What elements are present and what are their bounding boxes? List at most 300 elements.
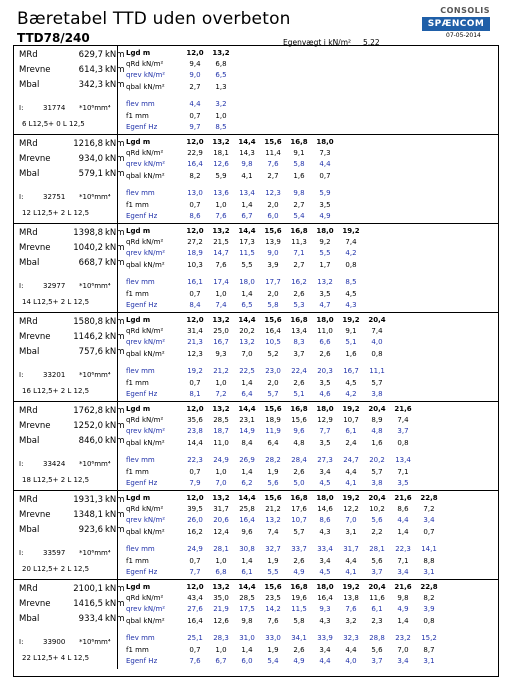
cell-qrev: 5,5 [319, 249, 331, 257]
cell-qrev: 9,0 [267, 249, 279, 257]
cell-lgd: 19,2 [342, 405, 360, 413]
row-egenf [122, 657, 502, 667]
cell-f1: 1,4 [241, 201, 253, 209]
cell-lgd: 14,4 [238, 583, 256, 591]
prop-label: MRd [19, 584, 38, 594]
cell-f1: 1,0 [215, 290, 227, 298]
row-label: qbal kN/m² [126, 617, 165, 625]
row-f1 [122, 201, 502, 211]
cell-flev: 33,0 [265, 634, 281, 642]
cell-lgd: 12,0 [186, 405, 204, 413]
cell-lgd: 12,0 [186, 49, 204, 57]
cell-lgd: 21,6 [394, 494, 412, 502]
cell-qrev: 7,1 [293, 249, 305, 257]
cell-qrev: 7,7 [319, 427, 331, 435]
cell-qrev: 3,9 [423, 605, 435, 613]
cell-lgd: 14,4 [238, 316, 256, 324]
row-label: Lgd m [126, 405, 151, 413]
row-f1 [122, 112, 502, 122]
cell-flev: 9,8 [293, 189, 305, 197]
cell-lgd: 20,4 [368, 583, 386, 591]
prop-unit: kNm [105, 80, 125, 90]
cell-f1: 0,7 [189, 112, 201, 120]
prop-unit: kNm [105, 584, 125, 594]
row-label: f1 mm [126, 646, 149, 654]
row-label: qrev kN/m² [126, 71, 166, 79]
cell-egenf: 6,8 [215, 568, 227, 576]
cell-qrd: 12,2 [343, 505, 359, 513]
cell-flev: 31,7 [343, 545, 359, 553]
section-values [118, 46, 498, 134]
cell-egenf: 3,4 [397, 657, 409, 665]
cell-qbal: 9,8 [241, 617, 253, 625]
cell-flev: 28,3 [213, 634, 229, 642]
inertia-label: I: [19, 104, 24, 112]
cell-flev: 22,3 [395, 545, 411, 553]
cell-qbal: 4,3 [319, 617, 331, 625]
inertia-unit: *10⁶mm⁴ [79, 549, 111, 557]
cell-qbal: 1,7 [319, 261, 331, 269]
cell-qbal: 0,8 [371, 350, 383, 358]
cell-qbal: 16,2 [187, 528, 203, 536]
cell-f1: 1,0 [215, 201, 227, 209]
cell-egenf: 3,7 [371, 568, 383, 576]
row-label: qrev kN/m² [126, 605, 166, 613]
page-subtitle: TTD78/240 [17, 31, 90, 45]
row-lgd [122, 49, 502, 59]
cell-egenf: 4,1 [345, 479, 357, 487]
prop-unit: kNm [105, 599, 125, 609]
prop-value: 923,6 [78, 525, 103, 535]
cell-qbal: 0,8 [397, 439, 409, 447]
cell-qbal: 0,8 [423, 617, 435, 625]
cell-egenf: 7,4 [215, 301, 227, 309]
row-egenf [122, 301, 502, 311]
cell-qrd: 27,2 [187, 238, 203, 246]
cell-flev: 8,5 [345, 278, 357, 286]
cell-qbal: 7,0 [241, 350, 253, 358]
cell-flev: 13,4 [239, 189, 255, 197]
cell-qrev: 23,8 [187, 427, 203, 435]
prop-value: 1348,1 [73, 510, 103, 520]
cell-egenf: 6,7 [241, 212, 253, 220]
prop-label: Mrevne [19, 332, 51, 342]
cell-qrd: 35,6 [187, 416, 203, 424]
cell-f1: 2,0 [267, 201, 279, 209]
cell-f1: 1,4 [241, 290, 253, 298]
cell-egenf: 4,7 [319, 301, 331, 309]
cell-qrev: 26,0 [187, 516, 203, 524]
cell-qrd: 23,1 [239, 416, 255, 424]
cell-qrev: 7,0 [345, 516, 357, 524]
cell-flev: 32,7 [265, 545, 281, 553]
cell-lgd: 16,8 [290, 583, 308, 591]
cell-qrev: 8,3 [293, 338, 305, 346]
cell-lgd: 12,0 [186, 494, 204, 502]
prop-unit: kNm [105, 317, 125, 327]
cell-flev: 30,8 [239, 545, 255, 553]
cell-qrev: 18,7 [213, 427, 229, 435]
row-qrd [122, 327, 502, 337]
cell-egenf: 3,7 [371, 657, 383, 665]
cell-egenf: 7,6 [215, 212, 227, 220]
section-properties [14, 135, 125, 223]
cell-qrev: 21,3 [187, 338, 203, 346]
cell-qbal: 1,6 [293, 172, 305, 180]
cell-qrd: 7,4 [397, 416, 409, 424]
cell-f1: 8,8 [423, 557, 435, 565]
cell-egenf: 5,4 [267, 657, 279, 665]
cell-lgd: 13,2 [212, 583, 230, 591]
cell-lgd: 14,4 [238, 138, 256, 146]
cell-egenf: 6,5 [241, 301, 253, 309]
cell-lgd: 13,2 [212, 316, 230, 324]
row-egenf [122, 123, 502, 133]
cell-qbal: 2,2 [371, 528, 383, 536]
cell-flev: 31,0 [239, 634, 255, 642]
cell-lgd: 19,2 [342, 227, 360, 235]
row-qrd [122, 416, 502, 426]
prop-value: 614,3 [78, 65, 103, 75]
prop-unit: kNm [105, 347, 125, 357]
cell-qbal: 7,6 [215, 261, 227, 269]
cell-qrd: 18,9 [265, 416, 281, 424]
page-title: Bæretabel TTD uden overbeton [17, 9, 291, 29]
cell-f1: 7,1 [397, 468, 409, 476]
row-label: Egenf Hz [126, 123, 158, 131]
prop-label: MRd [19, 228, 38, 238]
row-flev [122, 634, 502, 644]
prop-value: 934,0 [78, 154, 103, 164]
cell-lgd: 14,4 [238, 494, 256, 502]
cell-f1: 7,1 [397, 557, 409, 565]
cell-qrd: 35,0 [213, 594, 229, 602]
cell-f1: 1,9 [267, 646, 279, 654]
cell-qrd: 23,5 [265, 594, 281, 602]
reinforcement: 20 L12,5+ 2 L 12,5 [22, 565, 90, 573]
prop-unit: kNm [105, 495, 125, 505]
cell-qbal: 4,1 [241, 172, 253, 180]
row-flev [122, 367, 502, 377]
prop-value: 757,6 [78, 347, 103, 357]
cell-egenf: 8,5 [215, 123, 227, 131]
cell-qrev: 9,6 [293, 427, 305, 435]
cell-egenf: 3,1 [423, 568, 435, 576]
reinforcement: 22 L12,5+ 4 L 12,5 [22, 654, 90, 662]
prop-unit: kNm [105, 65, 125, 75]
inertia-value: 33597 [43, 549, 66, 557]
cell-qbal: 14,4 [187, 439, 203, 447]
prop-value: 2100,1 [73, 584, 103, 594]
cell-egenf: 4,4 [319, 657, 331, 665]
inertia-value: 33424 [43, 460, 66, 468]
cell-qrd: 6,8 [215, 60, 227, 68]
row-flev [122, 100, 502, 110]
company-logo [422, 6, 490, 31]
row-label: qrev kN/m² [126, 516, 166, 524]
cell-qrev: 7,6 [267, 160, 279, 168]
row-flev [122, 545, 502, 555]
cell-egenf: 5,7 [267, 390, 279, 398]
cell-qrev: 5,1 [345, 338, 357, 346]
cell-qbal: 0,7 [319, 172, 331, 180]
cell-f1: 1,0 [215, 112, 227, 120]
prop-unit: kNm [105, 169, 125, 179]
cell-lgd: 19,2 [342, 316, 360, 324]
inertia [19, 371, 111, 379]
cell-flev: 12,3 [265, 189, 281, 197]
cell-egenf: 4,3 [345, 301, 357, 309]
cell-qrev: 11,5 [239, 249, 255, 257]
row-label: f1 mm [126, 290, 149, 298]
cell-qrev: 27,6 [187, 605, 203, 613]
cell-qbal: 0,8 [345, 261, 357, 269]
row-label: qRd kN/m² [126, 60, 164, 68]
row-label: flev mm [126, 456, 155, 464]
cell-egenf: 6,2 [241, 479, 253, 487]
prop-label: Mbal [19, 525, 40, 535]
cell-flev: 34,1 [291, 634, 307, 642]
document-date: 07-05-2014 [446, 32, 481, 39]
cell-qrev: 4,2 [345, 249, 357, 257]
cell-qrev: 4,9 [397, 605, 409, 613]
cell-qrd: 8,6 [397, 505, 409, 513]
section-values [118, 224, 498, 312]
cell-flev: 14,1 [421, 545, 437, 553]
cell-qbal: 12,6 [213, 617, 229, 625]
cell-egenf: 8,6 [189, 212, 201, 220]
section-properties [14, 313, 125, 401]
cell-qrev: 9,0 [189, 71, 201, 79]
cell-egenf: 3,4 [397, 568, 409, 576]
cell-egenf: 4,9 [293, 657, 305, 665]
prop-value: 1931,3 [73, 495, 103, 505]
cell-flev: 22,5 [239, 367, 255, 375]
cell-flev: 13,0 [187, 189, 203, 197]
cell-flev: 28,1 [369, 545, 385, 553]
prop-value: 1398,8 [73, 228, 103, 238]
cell-flev: 21,2 [213, 367, 229, 375]
prop-value: 342,3 [78, 80, 103, 90]
cell-egenf: 5,0 [293, 479, 305, 487]
cell-lgd: 18,0 [316, 494, 334, 502]
prop-unit: kNm [105, 510, 125, 520]
cell-egenf: 6,0 [241, 657, 253, 665]
logo-spaencom: SPÆNCOM [422, 17, 490, 31]
inertia-value: 33900 [43, 638, 66, 646]
cell-qrev: 11,5 [291, 605, 307, 613]
row-flev [122, 278, 502, 288]
inertia-unit: *10⁶mm⁴ [79, 282, 111, 290]
row-label: qrev kN/m² [126, 249, 166, 257]
row-label: Egenf Hz [126, 301, 158, 309]
cell-qrev: 20,6 [213, 516, 229, 524]
cell-f1: 1,0 [215, 646, 227, 654]
prop-unit: kNm [105, 421, 125, 431]
row-label: flev mm [126, 278, 155, 286]
prop-label: MRd [19, 317, 38, 327]
cell-qrev: 16,4 [239, 516, 255, 524]
cell-qbal: 11,0 [213, 439, 229, 447]
cell-egenf: 4,2 [345, 390, 357, 398]
cell-qbal: 16,4 [187, 617, 203, 625]
cell-flev: 24,9 [213, 456, 229, 464]
cell-lgd: 12,0 [186, 583, 204, 591]
cell-qrd: 28,5 [239, 594, 255, 602]
cell-f1: 0,7 [189, 379, 201, 387]
cell-qrd: 21,5 [213, 238, 229, 246]
cell-qrd: 22,9 [187, 149, 203, 157]
section-properties [14, 491, 125, 579]
row-egenf [122, 568, 502, 578]
prop-value: 846,0 [78, 436, 103, 446]
cell-flev: 17,7 [265, 278, 281, 286]
row-qrev [122, 516, 502, 526]
row-label: qrev kN/m² [126, 338, 166, 346]
cell-flev: 13,2 [317, 278, 333, 286]
cell-qbal: 8,4 [241, 439, 253, 447]
cell-flev: 13,6 [213, 189, 229, 197]
row-label: qRd kN/m² [126, 327, 164, 335]
row-label: flev mm [126, 189, 155, 197]
prop-value: 1146,2 [73, 332, 103, 342]
cell-egenf: 5,1 [293, 390, 305, 398]
cell-qrev: 13,2 [265, 516, 281, 524]
table-section [14, 313, 498, 402]
row-lgd [122, 316, 502, 326]
cell-qrd: 31,4 [187, 327, 203, 335]
cell-f1: 3,5 [319, 290, 331, 298]
cell-flev: 20,3 [317, 367, 333, 375]
row-label: Egenf Hz [126, 568, 158, 576]
cell-egenf: 7,9 [189, 479, 201, 487]
cell-qrd: 39,5 [187, 505, 203, 513]
cell-f1: 2,0 [267, 379, 279, 387]
row-label: qRd kN/m² [126, 238, 164, 246]
cell-f1: 0,7 [189, 557, 201, 565]
cell-f1: 1,4 [241, 468, 253, 476]
cell-qrd: 8,9 [371, 416, 383, 424]
cell-flev: 28,4 [291, 456, 307, 464]
cell-qrev: 16,4 [187, 160, 203, 168]
cell-lgd: 18,0 [316, 316, 334, 324]
cell-f1: 1,4 [241, 379, 253, 387]
cell-egenf: 3,1 [423, 657, 435, 665]
prop-unit: kNm [105, 228, 125, 238]
cell-egenf: 7,7 [189, 568, 201, 576]
cell-qrd: 7,4 [371, 327, 383, 335]
row-label: Lgd m [126, 49, 151, 57]
cell-qrd: 18,1 [213, 149, 229, 157]
cell-qbal: 9,6 [241, 528, 253, 536]
inertia-unit: *10⁶mm⁴ [79, 638, 111, 646]
cell-qbal: 5,7 [293, 528, 305, 536]
row-label: f1 mm [126, 468, 149, 476]
cell-flev: 16,2 [291, 278, 307, 286]
cell-egenf: 3,8 [371, 390, 383, 398]
inertia [19, 460, 111, 468]
cell-lgd: 15,6 [264, 138, 282, 146]
self-weight-value: 5,22 [363, 38, 380, 47]
row-qrev [122, 338, 502, 348]
row-qrd [122, 149, 502, 159]
prop-label: Mrevne [19, 154, 51, 164]
cell-flev: 32,3 [343, 634, 359, 642]
cell-qrd: 9,2 [319, 238, 331, 246]
cell-qrd: 10,7 [343, 416, 359, 424]
cell-flev: 24,9 [187, 545, 203, 553]
cell-lgd: 14,4 [238, 405, 256, 413]
row-flev [122, 189, 502, 199]
row-label: qRd kN/m² [126, 505, 164, 513]
cell-f1: 1,4 [241, 557, 253, 565]
cell-flev: 28,1 [213, 545, 229, 553]
cell-flev: 33,4 [317, 545, 333, 553]
cell-egenf: 4,9 [293, 568, 305, 576]
cell-lgd: 15,6 [264, 494, 282, 502]
section-properties [14, 402, 125, 490]
inertia-label: I: [19, 638, 24, 646]
prop-label: Mbal [19, 347, 40, 357]
cell-qrev: 16,7 [213, 338, 229, 346]
cell-qrev: 8,6 [319, 516, 331, 524]
row-f1 [122, 379, 502, 389]
cell-flev: 5,9 [319, 189, 331, 197]
cell-lgd: 21,6 [394, 405, 412, 413]
cell-qrev: 12,6 [213, 160, 229, 168]
row-qbal [122, 439, 502, 449]
cell-f1: 4,4 [345, 557, 357, 565]
cell-f1: 5,6 [371, 557, 383, 565]
cell-f1: 4,5 [345, 290, 357, 298]
cell-qrev: 9,3 [319, 605, 331, 613]
logo-consolis: CONSOLIS [440, 6, 490, 15]
cell-qrd: 31,7 [213, 505, 229, 513]
row-qrev [122, 427, 502, 437]
cell-qrev: 10,7 [291, 516, 307, 524]
section-properties [14, 46, 125, 134]
cell-f1: 1,0 [215, 557, 227, 565]
reinforcement: 12 L12,5+ 2 L 12,5 [22, 209, 90, 217]
cell-lgd: 15,6 [264, 227, 282, 235]
cell-qrd: 17,6 [291, 505, 307, 513]
cell-f1: 7,0 [397, 646, 409, 654]
cell-qrd: 28,5 [213, 416, 229, 424]
table-section [14, 224, 498, 313]
row-label: flev mm [126, 100, 155, 108]
row-label: qRd kN/m² [126, 416, 164, 424]
cell-f1: 4,4 [345, 646, 357, 654]
cell-qbal: 5,8 [293, 617, 305, 625]
cell-qrev: 6,1 [345, 427, 357, 435]
row-label: qbal kN/m² [126, 439, 165, 447]
prop-unit: kNm [105, 258, 125, 268]
cell-flev: 22,3 [187, 456, 203, 464]
cell-f1: 0,7 [189, 290, 201, 298]
cell-qrd: 13,4 [291, 327, 307, 335]
row-label: flev mm [126, 545, 155, 553]
row-label: Lgd m [126, 583, 151, 591]
prop-value: 579,1 [78, 169, 103, 179]
cell-qrev: 3,7 [397, 427, 409, 435]
cell-f1: 2,6 [293, 290, 305, 298]
cell-lgd: 13,2 [212, 227, 230, 235]
row-egenf [122, 479, 502, 489]
cell-flev: 23,0 [265, 367, 281, 375]
row-label: qrev kN/m² [126, 160, 166, 168]
row-label: f1 mm [126, 112, 149, 120]
inertia-unit: *10⁶mm⁴ [79, 371, 111, 379]
